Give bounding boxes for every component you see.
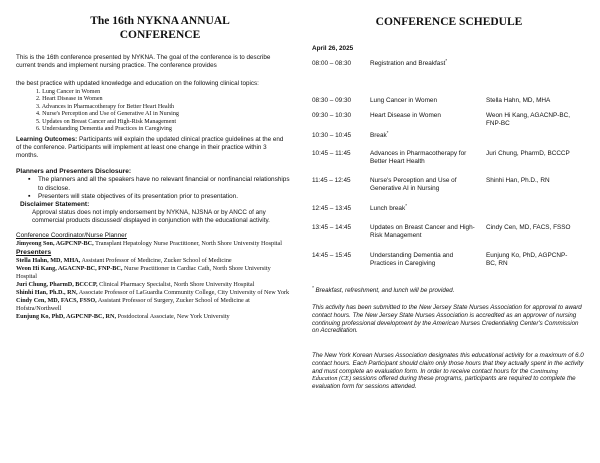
presenter-desc: Nurse Practitioner in Cardiac Cath, North Shore University Hospital bbox=[16, 265, 271, 281]
presenter-desc: Postdoctoral Associate, New York University bbox=[116, 313, 230, 321]
presenter-entry bbox=[16, 265, 290, 281]
session-title-cell bbox=[370, 112, 478, 120]
presenters-heading: Presenters bbox=[16, 249, 52, 257]
session-title: Lung Cancer in Women bbox=[370, 97, 438, 104]
session-title-cell bbox=[370, 224, 478, 240]
session-title: Advances in Pharmacotherapy for Better Heart Health bbox=[370, 150, 467, 165]
outcomes-label: Learning Outcomes: bbox=[16, 136, 78, 144]
session-title-cell bbox=[370, 97, 478, 105]
presenter-entry bbox=[16, 289, 290, 297]
title-line-2: CONFERENCE bbox=[119, 29, 201, 41]
presenter-name: Shinhi Han, Ph.D., RN, bbox=[16, 289, 78, 297]
outcomes-text: Participants will explain the updated clinical practice guidelines at the end of the conference. Participants will implement at least one change in their practice within 3 months. bbox=[16, 136, 284, 160]
session-title-cell bbox=[370, 57, 478, 68]
footnote-mark: * bbox=[445, 57, 448, 63]
topics-list bbox=[36, 89, 290, 133]
session-time: 08:30 – 09:30 bbox=[312, 97, 352, 104]
session-time: 10:45 – 11:45 bbox=[312, 150, 351, 157]
schedule-title: CONFERENCE SCHEDULE bbox=[375, 16, 523, 28]
ce-note-part-1: The New York Korean Nurses Association designates this educational activity for a maximum of 6.0 contact hours. Each Participant should claim only those hours that they actually spent in the activity and must complete an evaluation form. In order to receive contact hours for the bbox=[312, 352, 584, 375]
session-speaker: Stella Hahn, MD, MHA bbox=[486, 97, 551, 104]
presenter-name: Cindy Cen, MD, FACS, FSSO, bbox=[16, 297, 97, 305]
list-item: ▪ The planners and all the speakers have no relevant financial or nonfinancial relationships to disclose. bbox=[28, 176, 290, 192]
session-speaker: Cindy Cen, MD, FACS, FSSO bbox=[486, 224, 571, 231]
coordinator-entry bbox=[16, 240, 290, 248]
presenter-desc: Associate Professor of LaGuardia Community College, City University of New York bbox=[77, 289, 290, 297]
disclaimer-text: Approval status does not imply endorsement by NYKNA, NJSNA or by ANCC of any commercial products discussed/ displayed in conjunction with the educational activity. bbox=[32, 209, 270, 225]
session-title-cell bbox=[370, 150, 478, 166]
intro-continued: the best practice with updated knowledge and education on the following clinical topics: bbox=[16, 80, 259, 87]
presenter-entry bbox=[16, 313, 290, 321]
approval-note: This activity has been submitted to the New Jersey State Nurses Association for approval to award contact hours. The New Jersey State Nurses Association is accredited as an approver of nursing continuing professional development by the American Nurses Credentialing Center's Commission on Accreditation. bbox=[312, 304, 582, 335]
session-time: 13:45 – 14:45 bbox=[312, 224, 352, 231]
presenter-desc: Assistant Professor of Surgery, Zucker School of Medicine at Hofstra/Northwell bbox=[16, 297, 250, 313]
presenter-name: Juri Chung, PharmD, BCCCP, bbox=[16, 281, 98, 289]
session-time: 08:00 – 08:30 bbox=[312, 60, 352, 67]
presenter-entry bbox=[16, 257, 290, 265]
session-title: Registration and Breakfast bbox=[370, 60, 446, 67]
presenter-name: Weon Hi Kang, AGACNP-BC, FNP-BC, bbox=[16, 265, 123, 273]
list-item: 3. Advances in Pharmacotherapy for Better Heart Health bbox=[36, 103, 175, 110]
disclaimer-heading: Disclaimer Statement: bbox=[20, 201, 90, 209]
session-title: Heart Disease in Women bbox=[370, 112, 441, 119]
schedule-date: April 26, 2025 bbox=[312, 45, 354, 52]
list-item: 5. Updates on Breast Cancer and High-Risk Management bbox=[36, 118, 177, 125]
left-column bbox=[16, 14, 290, 321]
schedule-table bbox=[308, 0, 590, 463]
disclosure-heading: Planners and Presenters Disclosure: bbox=[16, 168, 132, 176]
coordinator-heading: Conference Coordinator/Nurse Planner bbox=[16, 232, 127, 240]
session-time: 14:45 – 15:45 bbox=[312, 252, 352, 259]
session-time: 12:45 – 13:45 bbox=[312, 205, 352, 212]
presenter-name: Stella Hahn, MD, MHA, bbox=[16, 257, 81, 265]
session-time: 10:30 – 10:45 bbox=[312, 132, 352, 139]
session-speaker: Eunjung Ko, PhD, AGPCNP-BC, RN bbox=[486, 252, 568, 267]
session-time: 11:45 – 12:45 bbox=[312, 177, 351, 184]
coordinator-name: Jimyeong Son, AGPCNP-BC, bbox=[16, 240, 94, 248]
session-title: Lunch break bbox=[370, 205, 406, 212]
footnote-mark: * bbox=[312, 284, 314, 290]
session-title: Understanding Dementia and Practices in Caregiving bbox=[370, 252, 454, 267]
presenter-desc: Clinical Pharmacy Specialist, North Shore University Hospital bbox=[97, 281, 255, 289]
presenter-name: Eunjung Ko, PhD, AGPCNP-BC, RN, bbox=[16, 313, 117, 321]
session-title: Break bbox=[370, 132, 387, 139]
list-item: 4. Nurse's Perception and Use of Generative AI in Nursing bbox=[36, 111, 179, 118]
presenter-entry bbox=[16, 297, 290, 313]
list-item: 2. Heart Disease in Women bbox=[36, 96, 103, 103]
intro-paragraph: This is the 16th conference presented by NYKNA. The goal of the conference is to describe current trends and implement nursing practice. The conference provides bbox=[16, 54, 271, 69]
title-line-1: The 16th NYKNA ANNUAL bbox=[90, 15, 230, 27]
session-speaker: Weon Hi Kang, AGACNP-BC, FNP-BC bbox=[486, 112, 571, 127]
session-title: Nurse's Perception and Use of Generative AI in Nursing bbox=[370, 177, 457, 192]
presenter-entry bbox=[16, 281, 290, 289]
conference-title bbox=[16, 14, 290, 42]
ce-note bbox=[312, 352, 584, 391]
learning-outcomes bbox=[16, 136, 290, 160]
disclosure-list bbox=[28, 176, 290, 201]
footnote-text: Breakfast, refreshment, and lunch will be provided. bbox=[313, 287, 455, 294]
session-title-cell bbox=[370, 129, 478, 140]
session-title: Updates on Breast Cancer and High-Risk Management bbox=[370, 224, 475, 239]
coordinator-desc: Transplant Hepatology Nurse Practitioner, North Shore University Hospital bbox=[93, 240, 282, 248]
ce-note-part-2: sessions offered during these programs, participants are required to complete the evaluation form for sessions attended. bbox=[312, 375, 576, 391]
session-title-cell bbox=[370, 252, 478, 268]
footnote-mark: * bbox=[386, 129, 389, 135]
session-speaker: Juri Chung, PharmD, BCCCP bbox=[486, 150, 570, 157]
list-item: 6. Understanding Dementia and Practices in Caregiving bbox=[36, 126, 172, 133]
presenter-desc: Assistant Professor of Medicine, Zucker School of Medicine bbox=[80, 257, 232, 265]
session-time: 09:30 – 10:30 bbox=[312, 112, 352, 119]
list-item: ▪ Presenters will state objectives of its presentation prior to presentation. bbox=[28, 193, 290, 201]
footnote-mark: * bbox=[405, 202, 407, 208]
session-speaker: Shinhi Han, Ph.D., RN bbox=[486, 177, 550, 184]
list-item: 1. Lung Cancer in Women bbox=[36, 89, 101, 95]
meal-footnote bbox=[312, 284, 584, 295]
ce-note-emphasis: Continuing Education (CE) bbox=[312, 367, 558, 383]
session-title-cell bbox=[370, 202, 478, 213]
session-title-cell bbox=[370, 177, 478, 193]
